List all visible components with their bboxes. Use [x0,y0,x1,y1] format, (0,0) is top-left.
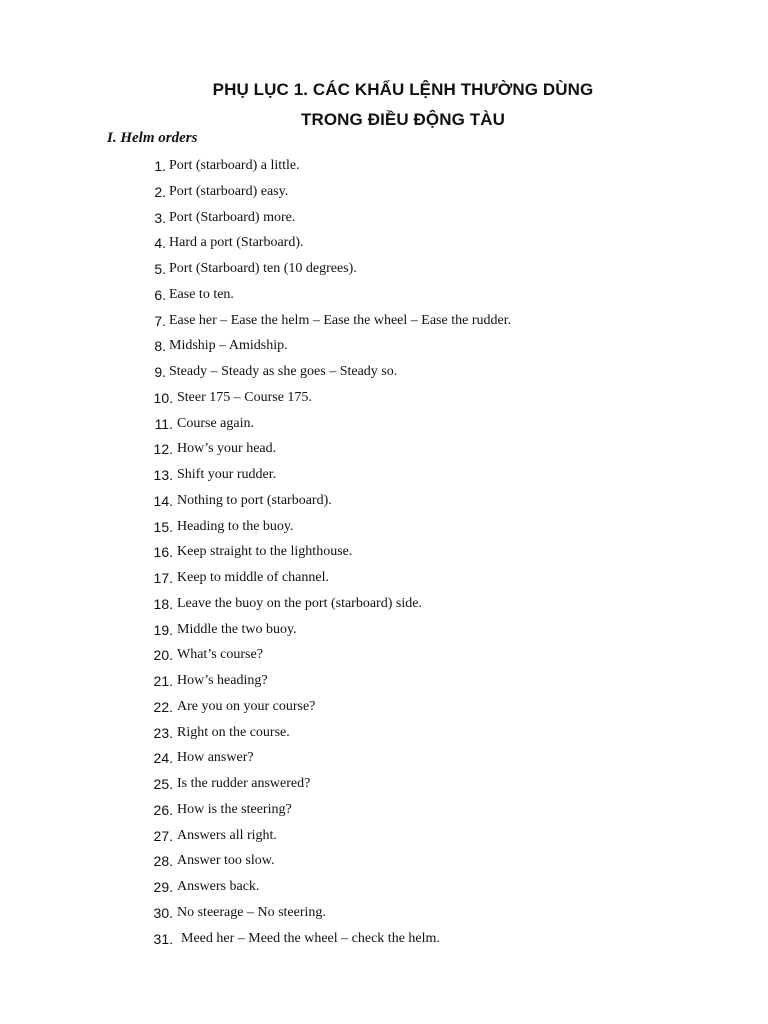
item-text: Heading to the buoy. [177,518,294,534]
item-text: Keep to middle of channel. [177,570,330,585]
item-number: 21. [153,673,173,689]
item-number: 8. [154,338,166,355]
item-number: 20. [153,647,173,664]
item-number: 3. [154,209,166,226]
item-text: No steerage – No steering. [177,904,326,920]
item-number: 12. [153,441,173,458]
item-number: 27. [153,827,173,844]
item-text: Steer 175 – Course 175. [177,389,312,405]
item-number: 5. [154,261,166,277]
item-text: Ease her – Ease the helm – Ease the wheel – Ease the rudder. [169,312,512,328]
item-number: 18. [153,595,173,612]
item-number: 4. [154,235,166,252]
document-title-line-1: PHỤ LỤC 1. CÁC KHẨU LỆNH THƯỜNG DÙNG [212,80,594,99]
item-number: 28. [153,853,173,870]
item-text: Course again. [177,415,254,431]
item-text: Meed her – Meed the wheel – check the helm. [181,930,440,946]
item-text: Right on the course. [177,724,290,740]
item-number: 15. [153,518,173,535]
item-text: Keep straight to the lighthouse. [177,544,353,560]
item-text: Port (starboard) a little. [169,158,300,173]
item-text: Ease to ten. [169,286,234,302]
item-number: 29. [153,879,173,895]
item-number: 26. [153,801,173,818]
item-number: 10. [153,389,173,406]
item-text: How’s your head. [177,441,277,457]
item-number: 9. [154,364,166,380]
item-number: 2. [154,183,166,200]
item-text: Midship – Amidship. [169,338,288,354]
item-text: Port (Starboard) ten (10 degrees). [169,261,357,276]
item-text: Steady – Steady as she goes – Steady so. [169,364,398,379]
item-text: Leave the buoy on the port (starboard) side. [177,595,422,611]
item-text: Answer too slow. [177,853,275,869]
item-text: Port (starboard) easy. [169,183,289,199]
item-number: 25. [153,776,173,792]
item-text: Port (Starboard) more. [169,209,296,225]
section-heading-helm-orders: I. Helm orders [107,130,198,146]
item-number: 11. [154,415,173,432]
item-text: Are you on your course? [177,698,316,714]
item-text: Nothing to port (starboard). [177,492,332,508]
item-number: 23. [153,724,173,741]
item-number: 19. [153,621,173,638]
item-text: What’s course? [177,647,263,663]
item-number: 22. [153,698,173,715]
document-title-line-2: TRONG ĐIỀU ĐỘNG TÀU [300,110,505,129]
item-text: Answers back. [177,879,260,894]
item-number: 30. [153,904,173,921]
item-number: 13. [153,467,173,483]
item-text: Is the rudder answered? [177,776,311,791]
item-text: Answers all right. [177,827,277,843]
item-number: 17. [153,570,173,586]
item-number: 31. [153,930,173,947]
item-number: 14. [153,492,173,509]
item-text: How answer? [177,750,254,766]
item-text: Shift your rudder. [177,467,277,482]
item-number: 7. [154,312,166,329]
item-text: Middle the two buoy. [177,621,297,637]
item-number: 16. [153,544,173,561]
item-text: How is the steering? [177,801,292,817]
item-text: Hard a port (Starboard). [169,235,304,251]
item-number: 24. [153,750,173,767]
item-number: 6. [154,286,166,303]
item-text: How’s heading? [177,673,268,688]
item-number: 1. [154,158,166,174]
